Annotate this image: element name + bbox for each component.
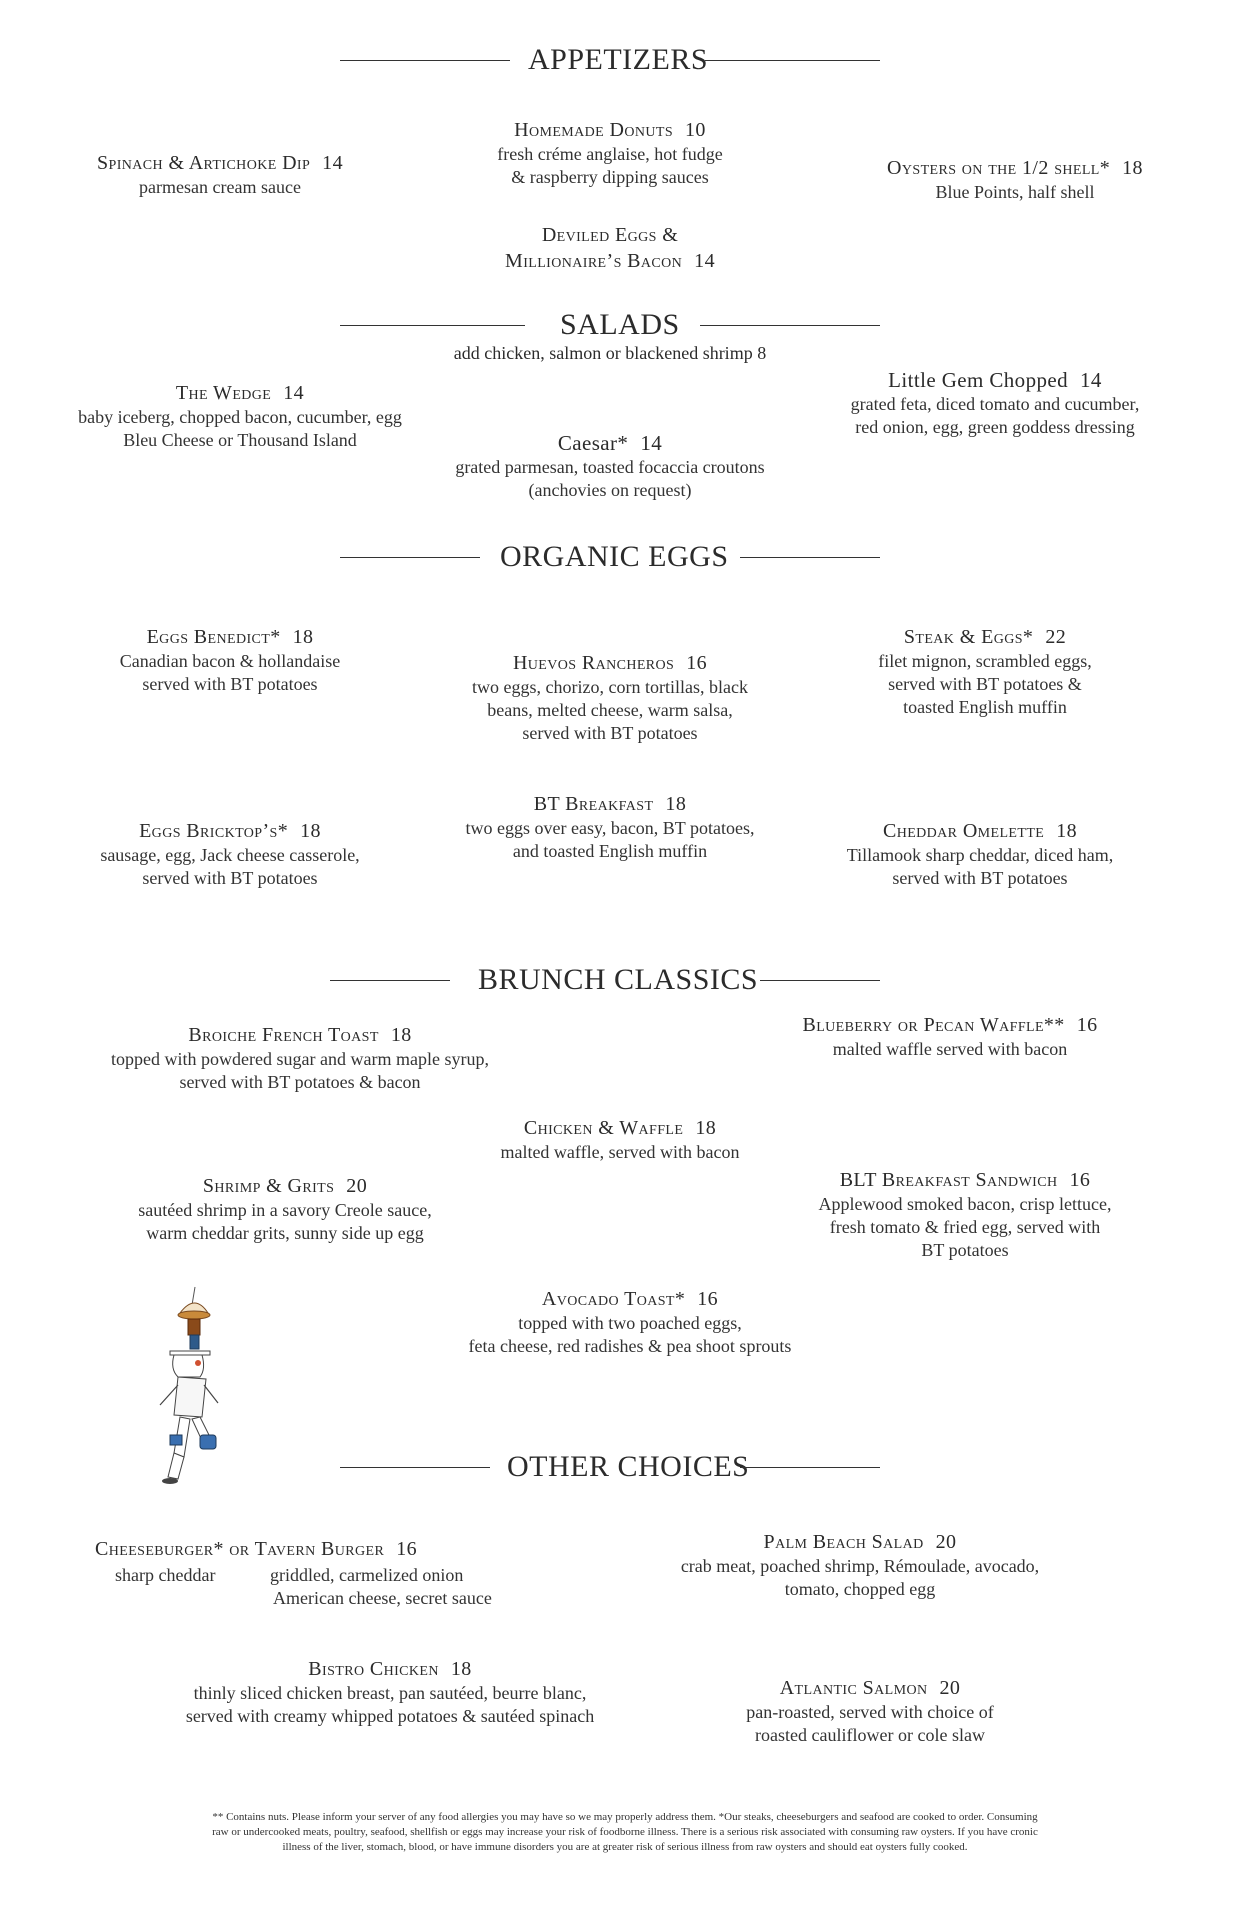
section-header-brunch-classics	[330, 960, 880, 1000]
allergy-disclaimer	[150, 1810, 1100, 1855]
item-description: fresh tomato & fried egg, served with	[829, 1217, 1101, 1237]
item-description: Tillamook sharp cheddar, diced ham,	[846, 845, 1114, 865]
item-description: served with BT potatoes	[522, 723, 698, 743]
section-title-other-choices: OTHER CHOICES	[507, 1450, 750, 1483]
item-description: sausage, egg, Jack cheese casserole,	[100, 845, 360, 865]
item-price: 14	[283, 382, 305, 404]
item-description: parmesan cream sauce	[139, 177, 301, 197]
item-description: crab meat, poached shrimp, Rémoulade, avocado,	[680, 1556, 1040, 1576]
item-description: served with BT potatoes	[892, 868, 1068, 888]
item-name: BLT Breakfast Sandwich	[839, 1169, 1058, 1191]
item-name: Blueberry or Pecan Waffle**	[802, 1014, 1065, 1036]
item-name: Shrimp & Grits	[202, 1175, 335, 1197]
item-description: two eggs, chorizo, corn tortillas, black	[472, 677, 748, 697]
item-description: & raspberry dipping sauces	[511, 167, 709, 187]
item-description: served with BT potatoes	[142, 674, 318, 694]
item-name: Steak & Eggs*	[903, 626, 1034, 648]
item-price: 16	[686, 652, 708, 674]
menu-item-little-gem	[810, 367, 1180, 439]
item-description: beans, melted cheese, warm salsa,	[487, 700, 733, 720]
section-title-brunch-classics: BRUNCH CLASSICS	[478, 963, 759, 996]
item-price: 14	[640, 431, 663, 455]
item-description: Blue Points, half shell	[935, 182, 1095, 202]
item-description: thinly sliced chicken breast, pan sautéed, beurre blanc,	[193, 1683, 587, 1703]
item-price: 22	[1045, 626, 1067, 648]
item-description: malted waffle, served with bacon	[500, 1142, 740, 1162]
item-description: served with creamy whipped potatoes & sautéed spinach	[185, 1706, 595, 1726]
item-name: Cheeseburger* or Tavern Burger	[95, 1538, 385, 1560]
item-description: fresh créme anglaise, hot fudge	[497, 144, 723, 164]
item-name: Atlantic Salmon	[779, 1677, 928, 1699]
item-name: Spinach & Artichoke Dip	[97, 152, 311, 174]
item-name: Millionaire’s Bacon	[505, 250, 683, 272]
item-description: filet mignon, scrambled eggs,	[878, 651, 1092, 671]
item-name: Cheddar Omelette	[882, 820, 1045, 842]
divider-line	[340, 325, 525, 326]
section-header-other-choices	[340, 1447, 880, 1487]
divider-line	[330, 980, 450, 981]
item-price: 18	[1122, 157, 1143, 179]
item-description: served with BT potatoes &	[888, 674, 1082, 694]
disclaimer-line: ** Contains nuts. Please inform your server of any food allergies you may have so we may properly address them. *Our steaks, cheeseburgers and seafood are cooked to order. Consuming	[212, 1811, 1038, 1823]
section-header-salads	[340, 305, 880, 345]
section-header-appetizers	[340, 40, 880, 80]
item-description: warm cheddar grits, sunny side up egg	[146, 1223, 424, 1243]
salads-add-protein-note: add chicken, salmon or blackened shrimp 8	[453, 343, 767, 363]
menu-item-atlantic-salmon	[700, 1675, 1040, 1747]
item-description: Canadian bacon & hollandaise	[119, 651, 341, 671]
item-name: Broiche French Toast	[188, 1024, 379, 1046]
item-description: sautéed shrimp in a savory Creole sauce,	[138, 1200, 432, 1220]
item-description: and toasted English muffin	[512, 841, 708, 861]
item-description: American cheese, secret sauce	[273, 1588, 492, 1608]
item-name: Eggs Bricktop’s*	[139, 820, 289, 842]
item-name: Eggs Benedict*	[146, 626, 281, 648]
item-description: Applewood smoked bacon, crisp lettuce,	[818, 1194, 1112, 1214]
item-description: toasted English muffin	[903, 697, 1067, 717]
item-description: topped with powdered sugar and warm maple syrup,	[111, 1049, 489, 1069]
menu-item-homemade-donuts	[450, 117, 770, 189]
item-name: Homemade Donuts	[514, 119, 674, 141]
menu-item-spinach-dip	[60, 150, 380, 199]
menu-item-shrimp-and-grits	[105, 1173, 465, 1245]
item-description: red onion, egg, green goddess dressing	[855, 417, 1135, 437]
chef-illustration	[140, 1285, 240, 1490]
item-description: sharp cheddar	[115, 1565, 216, 1585]
menu-item-steak-and-eggs	[820, 624, 1150, 719]
item-name: Huevos Rancheros	[512, 652, 675, 674]
menu-item-broiche-french-toast	[80, 1022, 520, 1094]
menu-item-cheddar-omelette	[800, 818, 1160, 890]
item-price: 18	[292, 626, 314, 648]
item-description: roasted cauliflower or cole slaw	[755, 1725, 985, 1745]
divider-line	[760, 980, 880, 981]
item-price: 18	[390, 1024, 412, 1046]
item-description: two eggs over easy, bacon, BT potatoes,	[465, 818, 755, 838]
item-description: grated parmesan, toasted focaccia croutons	[455, 457, 765, 477]
item-description: served with BT potatoes	[142, 868, 318, 888]
menu-item-eggs-benedict	[70, 624, 390, 696]
item-price: 16	[1069, 1169, 1091, 1191]
item-name: Avocado Toast*	[541, 1288, 686, 1310]
divider-line	[700, 325, 880, 326]
menu-item-cheeseburger	[95, 1536, 492, 1608]
item-description: griddled, carmelized onion	[270, 1565, 464, 1585]
divider-line	[705, 60, 880, 61]
item-description: malted waffle served with bacon	[832, 1039, 1068, 1059]
divider-line	[340, 60, 510, 61]
divider-line	[740, 1467, 880, 1468]
item-name: The Wedge	[175, 382, 272, 404]
menu-item-oysters	[840, 155, 1190, 204]
menu-item-deviled-eggs	[450, 222, 770, 274]
item-description: served with BT potatoes & bacon	[179, 1072, 421, 1092]
divider-line	[340, 557, 480, 558]
item-description: (anchovies on request)	[528, 480, 692, 500]
item-price: 16	[1076, 1014, 1098, 1036]
disclaimer-line: illness of the liver, stomach, blood, or have immune disorders you are at greater risk of serious illness from raw oysters and should eat oysters fully cooked.	[282, 1841, 968, 1853]
item-price: 20	[935, 1531, 957, 1553]
menu-item-palm-beach-salad	[660, 1529, 1060, 1601]
item-name: Little Gem Chopped	[888, 368, 1069, 392]
menu-item-the-wedge	[55, 380, 425, 452]
divider-line	[740, 557, 880, 558]
item-name: BT Breakfast	[533, 793, 654, 815]
item-price: 14	[1080, 368, 1102, 392]
item-description: topped with two poached eggs,	[518, 1313, 742, 1333]
item-price: 18	[695, 1117, 717, 1139]
menu-item-blueberry-pecan-waffle	[780, 1012, 1120, 1061]
item-price: 20	[939, 1677, 961, 1699]
menu-item-bistro-chicken	[160, 1656, 620, 1728]
item-description: tomato, chopped egg	[784, 1579, 936, 1599]
menu-item-bt-breakfast	[440, 791, 780, 863]
item-price: 16	[697, 1288, 719, 1310]
item-price: 18	[665, 793, 687, 815]
item-description: baby iceberg, chopped bacon, cucumber, egg	[78, 407, 402, 427]
item-name: Bistro Chicken	[308, 1658, 439, 1680]
section-title-organic-eggs: ORGANIC EGGS	[500, 540, 729, 573]
menu-item-blt-breakfast-sandwich	[800, 1167, 1130, 1262]
menu-item-eggs-bricktops	[70, 818, 390, 890]
item-name: Oysters on the 1/2 shell*	[887, 157, 1111, 179]
item-name: Deviled Eggs &	[541, 224, 679, 246]
item-description: grated feta, diced tomato and cucumber,	[850, 394, 1140, 414]
section-title-salads: SALADS	[560, 308, 680, 341]
section-header-organic-eggs	[340, 537, 880, 577]
menu-item-avocado-toast	[450, 1286, 810, 1358]
item-description: pan-roasted, served with choice of	[746, 1702, 994, 1722]
item-price: 18	[450, 1658, 472, 1680]
divider-line	[340, 1467, 490, 1468]
menu-item-chicken-and-waffle	[460, 1115, 780, 1164]
item-price: 10	[685, 119, 706, 141]
item-price: 20	[346, 1175, 368, 1197]
item-price: 14	[694, 250, 715, 272]
item-name: Palm Beach Salad	[763, 1531, 924, 1553]
section-title-appetizers: APPETIZERS	[528, 43, 709, 76]
item-description: Bleu Cheese or Thousand Island	[123, 430, 357, 450]
item-name: Caesar*	[557, 431, 629, 455]
item-price: 18	[300, 820, 321, 842]
item-price: 18	[1056, 820, 1078, 842]
menu-item-caesar	[430, 430, 790, 502]
item-price: 14	[322, 152, 343, 174]
menu-item-huevos-rancheros	[450, 650, 770, 745]
disclaimer-line: raw or undercooked meats, poultry, seafood, shellfish or eggs may increase your risk of foodborne illness. There is a serious risk associated with consuming raw oysters. If you have cronic	[212, 1826, 1038, 1838]
item-price: 16	[396, 1538, 417, 1560]
item-description: feta cheese, red radishes & pea shoot sprouts	[468, 1336, 792, 1356]
item-description: BT potatoes	[921, 1240, 1009, 1260]
item-name: Chicken & Waffle	[523, 1117, 684, 1139]
